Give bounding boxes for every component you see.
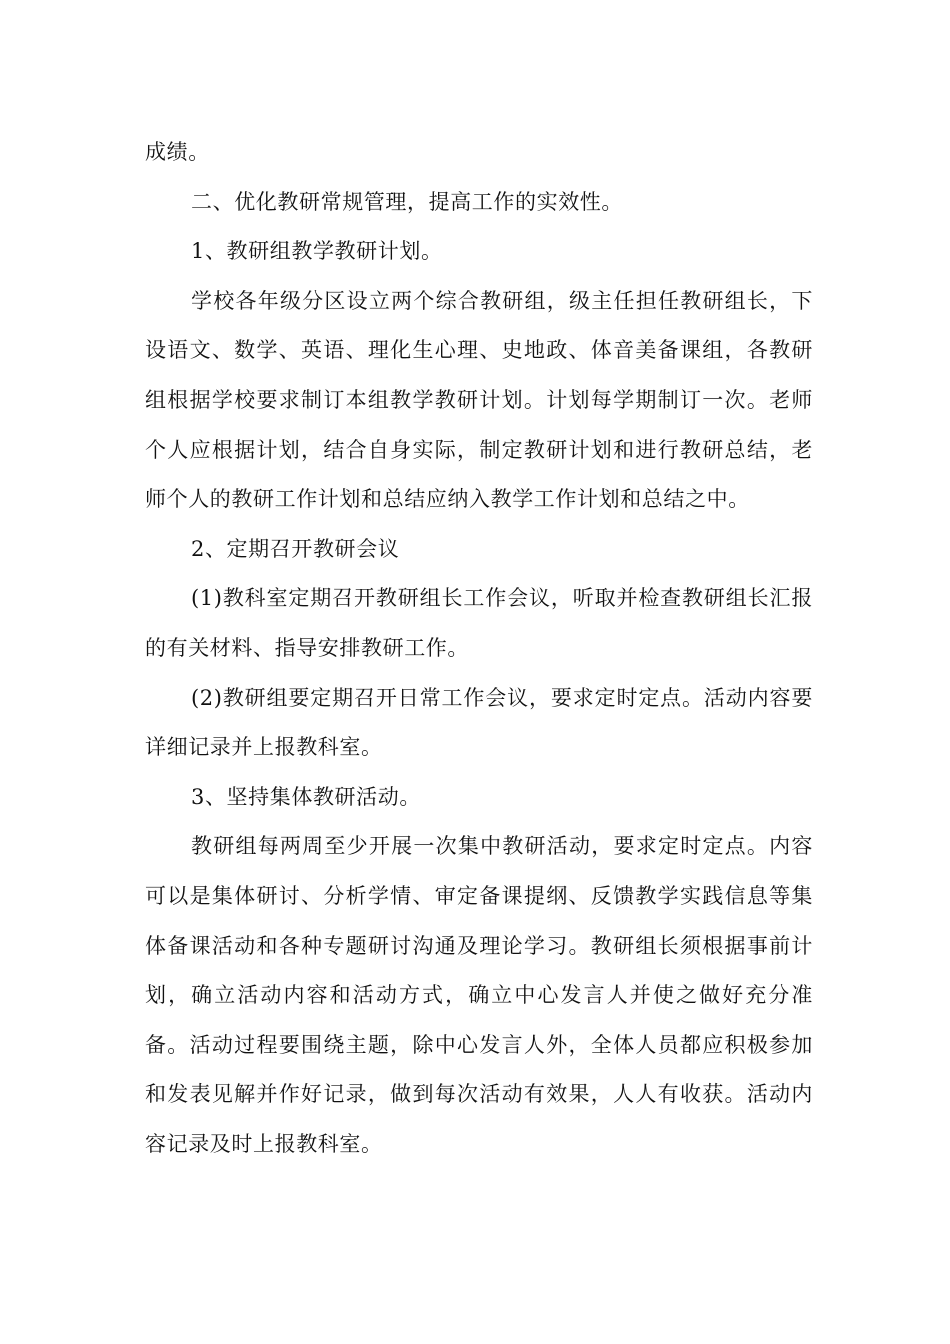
paragraph-collective-activities: 教研组每两周至少开展一次集中教研活动，要求定时定点。内容可以是集体研讨、分析学情、审定备课提纲、反馈教学实践信息等集体备课活动和各种专题研讨沟通及理论学习。教研组长须根据事前计划，确立活动内容和活动方式，确立中心发言人并使之做好充分准备。活动过程要围绕主题，除中心发言人外，全体人员都应积极参加和发表见解并作好记录，做到每次活动有效果，人人有收获。活动内容记录及时上报教科室。: [145, 834, 813, 1156]
subheading-3: 3、坚持集体教研活动。: [191, 784, 421, 809]
subheading-2: 2、定期召开教研会议: [191, 536, 400, 561]
paragraph-item-1: (1)教科室定期召开教研组长工作会议，听取并检查教研组长汇报的有关材料、指导安排教研工作。: [145, 586, 813, 660]
document-page: [145, 128, 813, 1169]
paragraph-item-2: (2)教研组要定期召开日常工作会议，要求定时定点。活动内容要详细记录并上报教科室。: [145, 685, 813, 760]
paragraph-research-groups: 学校各年级分区设立两个综合教研组，级主任担任教研组长，下设语文、数学、英语、理化生心理、史地政、体音美备课组，各教研组根据学校要求制订本组教学教研计划。计划每学期制订一次。老师个人应根据计划，结合自身实际，制定教研计划和进行教研总结，老师个人的教研工作计划和总结应纳入教学工作计划和总结之中。: [145, 288, 813, 512]
section-heading-2: 二、优化教研常规管理，提高工作的实效性。: [191, 189, 623, 214]
subheading-1: 1、教研组教学教研计划。: [191, 239, 443, 264]
paragraph-continuation: 成绩。: [145, 140, 210, 164]
